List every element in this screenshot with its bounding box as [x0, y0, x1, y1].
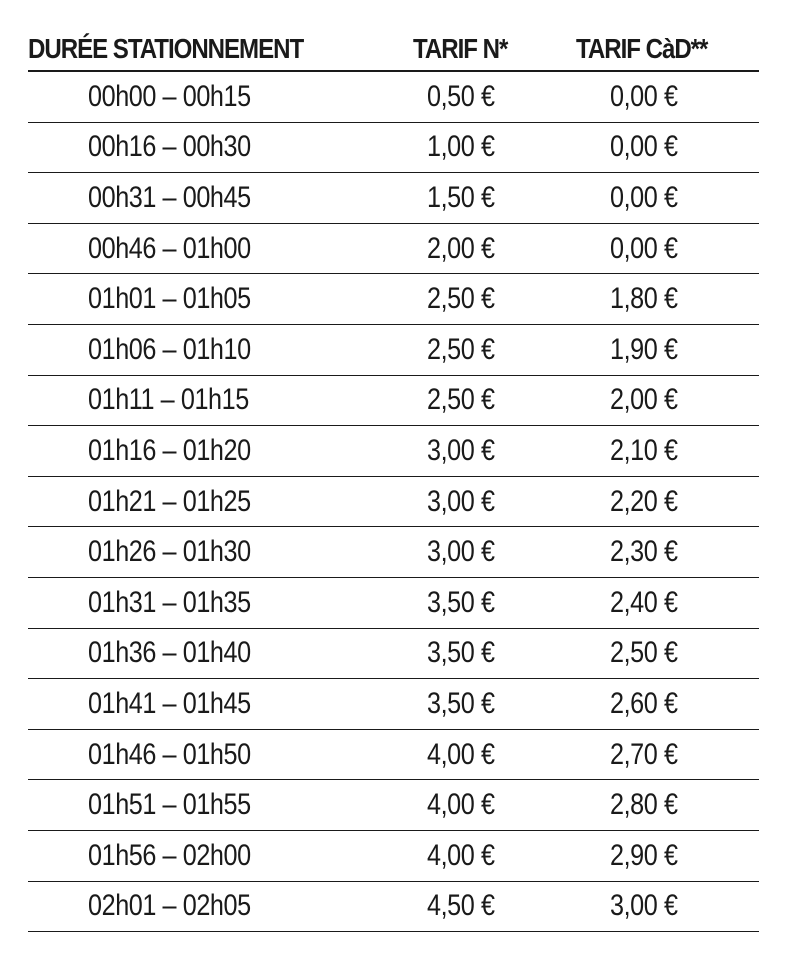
- tariff-cad-cell: 2,70 €: [610, 737, 678, 771]
- table-row: [28, 629, 759, 680]
- header-cell-duration: [28, 32, 413, 70]
- tariff-n-cell: 3,00 €: [427, 535, 495, 569]
- duration-cell: 01h16 – 01h20: [88, 433, 251, 467]
- table-row: [28, 831, 759, 882]
- duration-cell: 01h01 – 01h05: [88, 282, 251, 316]
- table-row: [28, 376, 759, 427]
- table-row: [28, 527, 759, 578]
- duration-cell: 01h26 – 01h30: [88, 535, 251, 569]
- table-row: [28, 173, 759, 224]
- parking-tariff-table: [28, 26, 759, 932]
- duration-cell: 02h01 – 02h05: [88, 889, 251, 923]
- table-row: [28, 679, 759, 730]
- table-row: [28, 578, 759, 629]
- table-row: [28, 325, 759, 376]
- duration-cell: 01h46 – 01h50: [88, 737, 251, 771]
- table-row: [28, 274, 759, 325]
- tariff-cad-cell: 2,50 €: [610, 636, 678, 670]
- table-header-row: [28, 26, 759, 72]
- tariff-n-cell: 3,00 €: [427, 433, 495, 467]
- tariff-cad-cell: 3,00 €: [610, 889, 678, 923]
- table-row: [28, 477, 759, 528]
- tariff-n-cell: 2,50 €: [427, 282, 495, 316]
- duration-cell: 01h56 – 02h00: [88, 838, 251, 872]
- tariff-n-cell: 4,00 €: [427, 788, 495, 822]
- tariff-n-cell: 2,50 €: [427, 332, 495, 366]
- table-row: [28, 224, 759, 275]
- tariff-n-cell: 3,50 €: [427, 686, 495, 720]
- tariff-n-cell: 1,00 €: [427, 130, 495, 164]
- tariff-n-cell: 0,50 €: [427, 79, 495, 113]
- duration-cell: 01h36 – 01h40: [88, 636, 251, 670]
- duration-cell: 00h31 – 00h45: [88, 180, 251, 214]
- header-tariff-n-label: TARIF N*: [413, 33, 508, 64]
- tariff-n-cell: 3,50 €: [427, 585, 495, 619]
- tariff-n-cell: 4,00 €: [427, 737, 495, 771]
- tariff-n-cell: 3,00 €: [427, 484, 495, 518]
- duration-cell: 00h46 – 01h00: [88, 231, 251, 265]
- tariff-n-cell: 4,50 €: [427, 889, 495, 923]
- tariff-n-cell: 1,50 €: [427, 180, 495, 214]
- tariff-cad-cell: 2,60 €: [610, 686, 678, 720]
- tariff-cad-cell: 2,30 €: [610, 535, 678, 569]
- table-row: [28, 780, 759, 831]
- tariff-cad-cell: 1,90 €: [610, 332, 678, 366]
- tariff-n-cell: 2,00 €: [427, 231, 495, 265]
- tariff-n-cell: 3,50 €: [427, 636, 495, 670]
- table-row: [28, 882, 759, 933]
- duration-cell: 00h16 – 00h30: [88, 130, 251, 164]
- tariff-cad-cell: 0,00 €: [610, 231, 678, 265]
- duration-cell: 01h21 – 01h25: [88, 484, 251, 518]
- tariff-cad-cell: 2,90 €: [610, 838, 678, 872]
- table-row: [28, 72, 759, 123]
- tariff-cad-cell: 0,00 €: [610, 79, 678, 113]
- tariff-cad-cell: 2,10 €: [610, 433, 678, 467]
- duration-cell: 01h31 – 01h35: [88, 585, 251, 619]
- tariff-n-cell: 4,00 €: [427, 838, 495, 872]
- duration-cell: 01h06 – 01h10: [88, 332, 251, 366]
- tariff-cad-cell: 2,00 €: [610, 383, 678, 417]
- tariff-cad-cell: 1,80 €: [610, 282, 678, 316]
- duration-cell: 01h41 – 01h45: [88, 686, 251, 720]
- tariff-cad-cell: 0,00 €: [610, 180, 678, 214]
- duration-cell: 01h11 – 01h15: [88, 383, 249, 417]
- header-cell-tariff-n: [413, 32, 576, 70]
- header-tariff-cad-label: TARIF CàD**: [576, 33, 708, 64]
- table-row: [28, 426, 759, 477]
- duration-cell: 01h51 – 01h55: [88, 788, 251, 822]
- tariff-cad-cell: 2,80 €: [610, 788, 678, 822]
- header-duration-label: DURÉE STATIONNEMENT: [28, 33, 304, 64]
- table-row: [28, 123, 759, 174]
- duration-cell: 00h00 – 00h15: [88, 79, 251, 113]
- tariff-n-cell: 2,50 €: [427, 383, 495, 417]
- tariff-cad-cell: 2,20 €: [610, 484, 678, 518]
- header-cell-tariff-cad: [576, 32, 759, 70]
- tariff-cad-cell: 2,40 €: [610, 585, 678, 619]
- tariff-cad-cell: 0,00 €: [610, 130, 678, 164]
- table-row: [28, 730, 759, 781]
- table-body: [28, 72, 759, 932]
